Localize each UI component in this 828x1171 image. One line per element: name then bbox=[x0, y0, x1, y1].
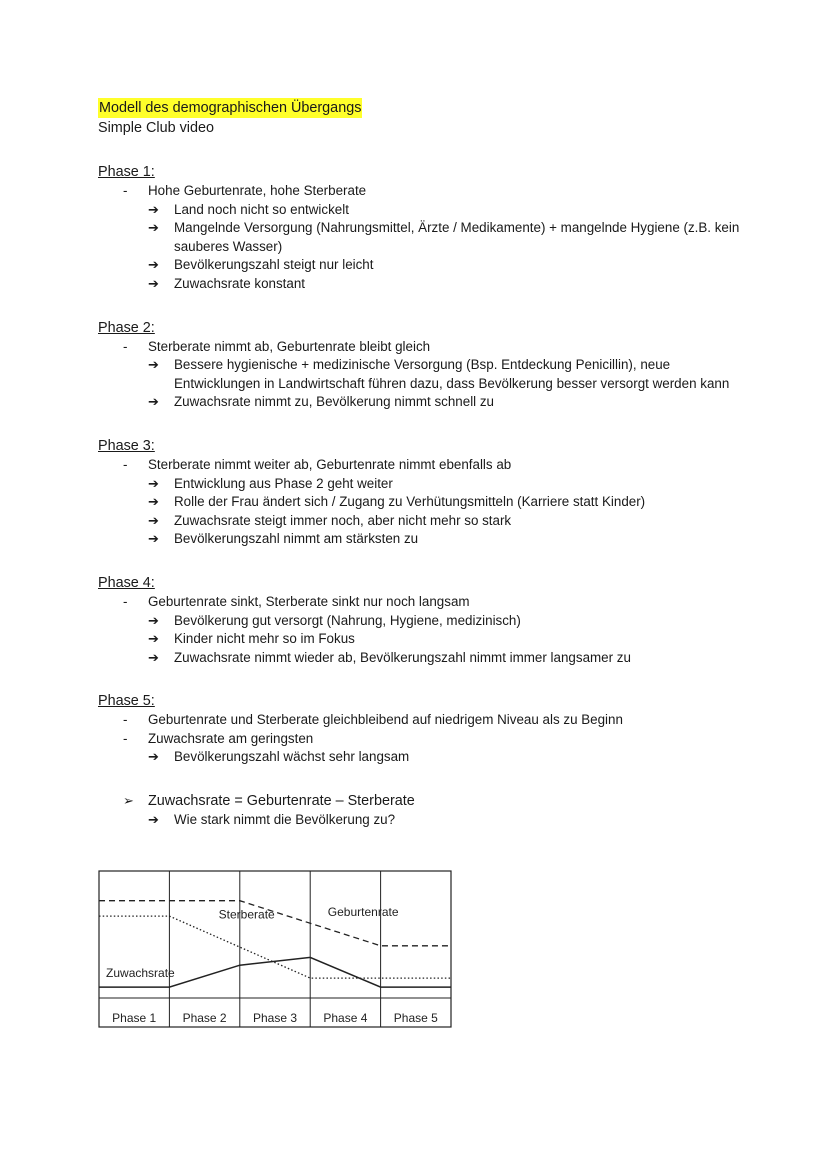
phase-section bbox=[98, 318, 758, 412]
arrow-right-icon: ➔ bbox=[148, 749, 159, 765]
formula-item: ➢ Zuwachsrate = Geburtenrate – Sterberate bbox=[123, 793, 415, 810]
arrow-right-icon: ➔ bbox=[148, 812, 159, 828]
arrow-right-icon: ➔ bbox=[148, 357, 159, 373]
arrow-item: ➔ Rolle der Frau ändert sich / Zugang zu Verhütungsmitteln (Karriere statt Kinder) bbox=[98, 493, 758, 512]
bullet-item: - Sterberate nimmt weiter ab, Geburtenrate nimmt ebenfalls ab bbox=[98, 456, 758, 475]
phase-title: Phase 4: bbox=[98, 574, 155, 591]
arrow-item: ➔ Zuwachsrate nimmt wieder ab, Bevölkerungszahl nimmt immer langsamer zu bbox=[98, 649, 758, 668]
arrow-item: ➔ Bessere hygienische + medizinische Versorgung (Bsp. Entdeckung Penicillin), neue Entwicklungen in Landwirtschaft führen dazu, dass Bevölkerung besser versorgt werden kann bbox=[148, 357, 730, 391]
bullet-item: - Geburtenrate sinkt, Sterberate sinkt nur noch langsam bbox=[98, 593, 758, 612]
phase-label: Phase 2 bbox=[182, 1011, 227, 1025]
dash-icon: - bbox=[123, 456, 128, 472]
phase-section bbox=[98, 162, 758, 294]
bullet-item: - Sterberate nimmt ab, Geburtenrate bleibt gleich bbox=[98, 338, 758, 357]
dash-icon: - bbox=[123, 730, 128, 746]
chart-frame bbox=[99, 871, 451, 1027]
arrow-item: ➔ Wie stark nimmt die Bevölkerung zu? bbox=[98, 811, 758, 830]
bullet-item: - Zuwachsrate am geringsten bbox=[98, 730, 758, 749]
arrow-item: ➔ Zuwachsrate nimmt zu, Bevölkerung nimmt schnell zu bbox=[98, 393, 758, 412]
arrow-right-icon: ➔ bbox=[148, 531, 159, 547]
dash-icon: - bbox=[123, 593, 128, 609]
phase-section bbox=[98, 691, 758, 767]
dash-icon: - bbox=[123, 183, 128, 198]
arrow-right-icon: ➔ bbox=[148, 631, 159, 647]
geburtenrate-label: Geburtenrate bbox=[327, 905, 399, 920]
arrow-item: ➔ Bevölkerung gut versorgt (Nahrung, Hygiene, medizinisch) bbox=[98, 612, 758, 631]
arrow-item: ➔ Land noch nicht so entwickelt bbox=[98, 201, 758, 220]
zuwachsrate-label: Zuwachsrate bbox=[106, 965, 175, 980]
arrow-right-icon: ➔ bbox=[148, 475, 159, 491]
phase-title: Phase 1: bbox=[98, 164, 155, 180]
arrow-item: ➔ Kinder nicht mehr so im Fokus bbox=[98, 630, 758, 649]
transition-chart bbox=[98, 870, 452, 1028]
arrow-item: ➔ Zuwachsrate konstant bbox=[98, 275, 758, 294]
arrow-item: ➔ Mangelnde Versorgung (Nahrungsmittel, Ärzte / Medikamente) + mangelnde Hygiene (z.B. kein sauberes Wasser) bbox=[148, 220, 740, 254]
dash-icon: - bbox=[123, 712, 128, 728]
chart-svg bbox=[98, 870, 452, 1028]
arrow-right-icon: ➔ bbox=[148, 257, 159, 273]
sterberate-label: Sterberate bbox=[218, 907, 275, 922]
arrow-item: ➔ Zuwachsrate steigt immer noch, aber nicht mehr so stark bbox=[98, 512, 758, 531]
arrow-right-icon: ➔ bbox=[148, 201, 159, 217]
phase-title: Phase 5: bbox=[98, 693, 155, 710]
bullet-item: - Geburtenrate und Sterberate gleichbleibend auf niedrigem Niveau als zu Beginn bbox=[98, 711, 758, 730]
arrow-item: ➔ Entwicklung aus Phase 2 geht weiter bbox=[98, 475, 758, 494]
arrow-item: ➔ Bevölkerungszahl nimmt am stärksten zu bbox=[98, 530, 758, 549]
dash-icon: - bbox=[123, 338, 128, 354]
phase-title: Phase 2: bbox=[98, 319, 155, 336]
document-title: Modell des demographischen Übergangs bbox=[99, 100, 362, 116]
phase-label: Phase 4 bbox=[323, 1011, 368, 1025]
arrow-right-icon: ➔ bbox=[148, 649, 159, 665]
arrow-right-icon: ➔ bbox=[148, 394, 159, 410]
phase-section bbox=[98, 436, 758, 549]
arrow-item: ➔ Bevölkerungszahl steigt nur leicht bbox=[98, 256, 758, 275]
phase-title: Phase 3: bbox=[98, 437, 155, 454]
arrow-right-icon: ➔ bbox=[148, 512, 159, 528]
phase-label: Phase 1 bbox=[112, 1011, 157, 1025]
document-subtitle: Simple Club video bbox=[98, 120, 214, 136]
phase-section bbox=[98, 573, 758, 667]
chevron-right-icon: ➢ bbox=[123, 793, 134, 809]
bullet-item: - Hohe Geburtenrate, hohe Sterberate bbox=[98, 182, 758, 201]
phase-label: Phase 3 bbox=[252, 1011, 298, 1025]
arrow-right-icon: ➔ bbox=[148, 612, 159, 628]
document bbox=[98, 98, 758, 830]
phase-label: Phase 5 bbox=[393, 1011, 438, 1025]
arrow-item: ➔ Bevölkerungszahl wächst sehr langsam bbox=[98, 748, 758, 767]
arrow-right-icon: ➔ bbox=[148, 220, 159, 236]
arrow-right-icon: ➔ bbox=[148, 275, 159, 291]
arrow-right-icon: ➔ bbox=[148, 494, 159, 510]
